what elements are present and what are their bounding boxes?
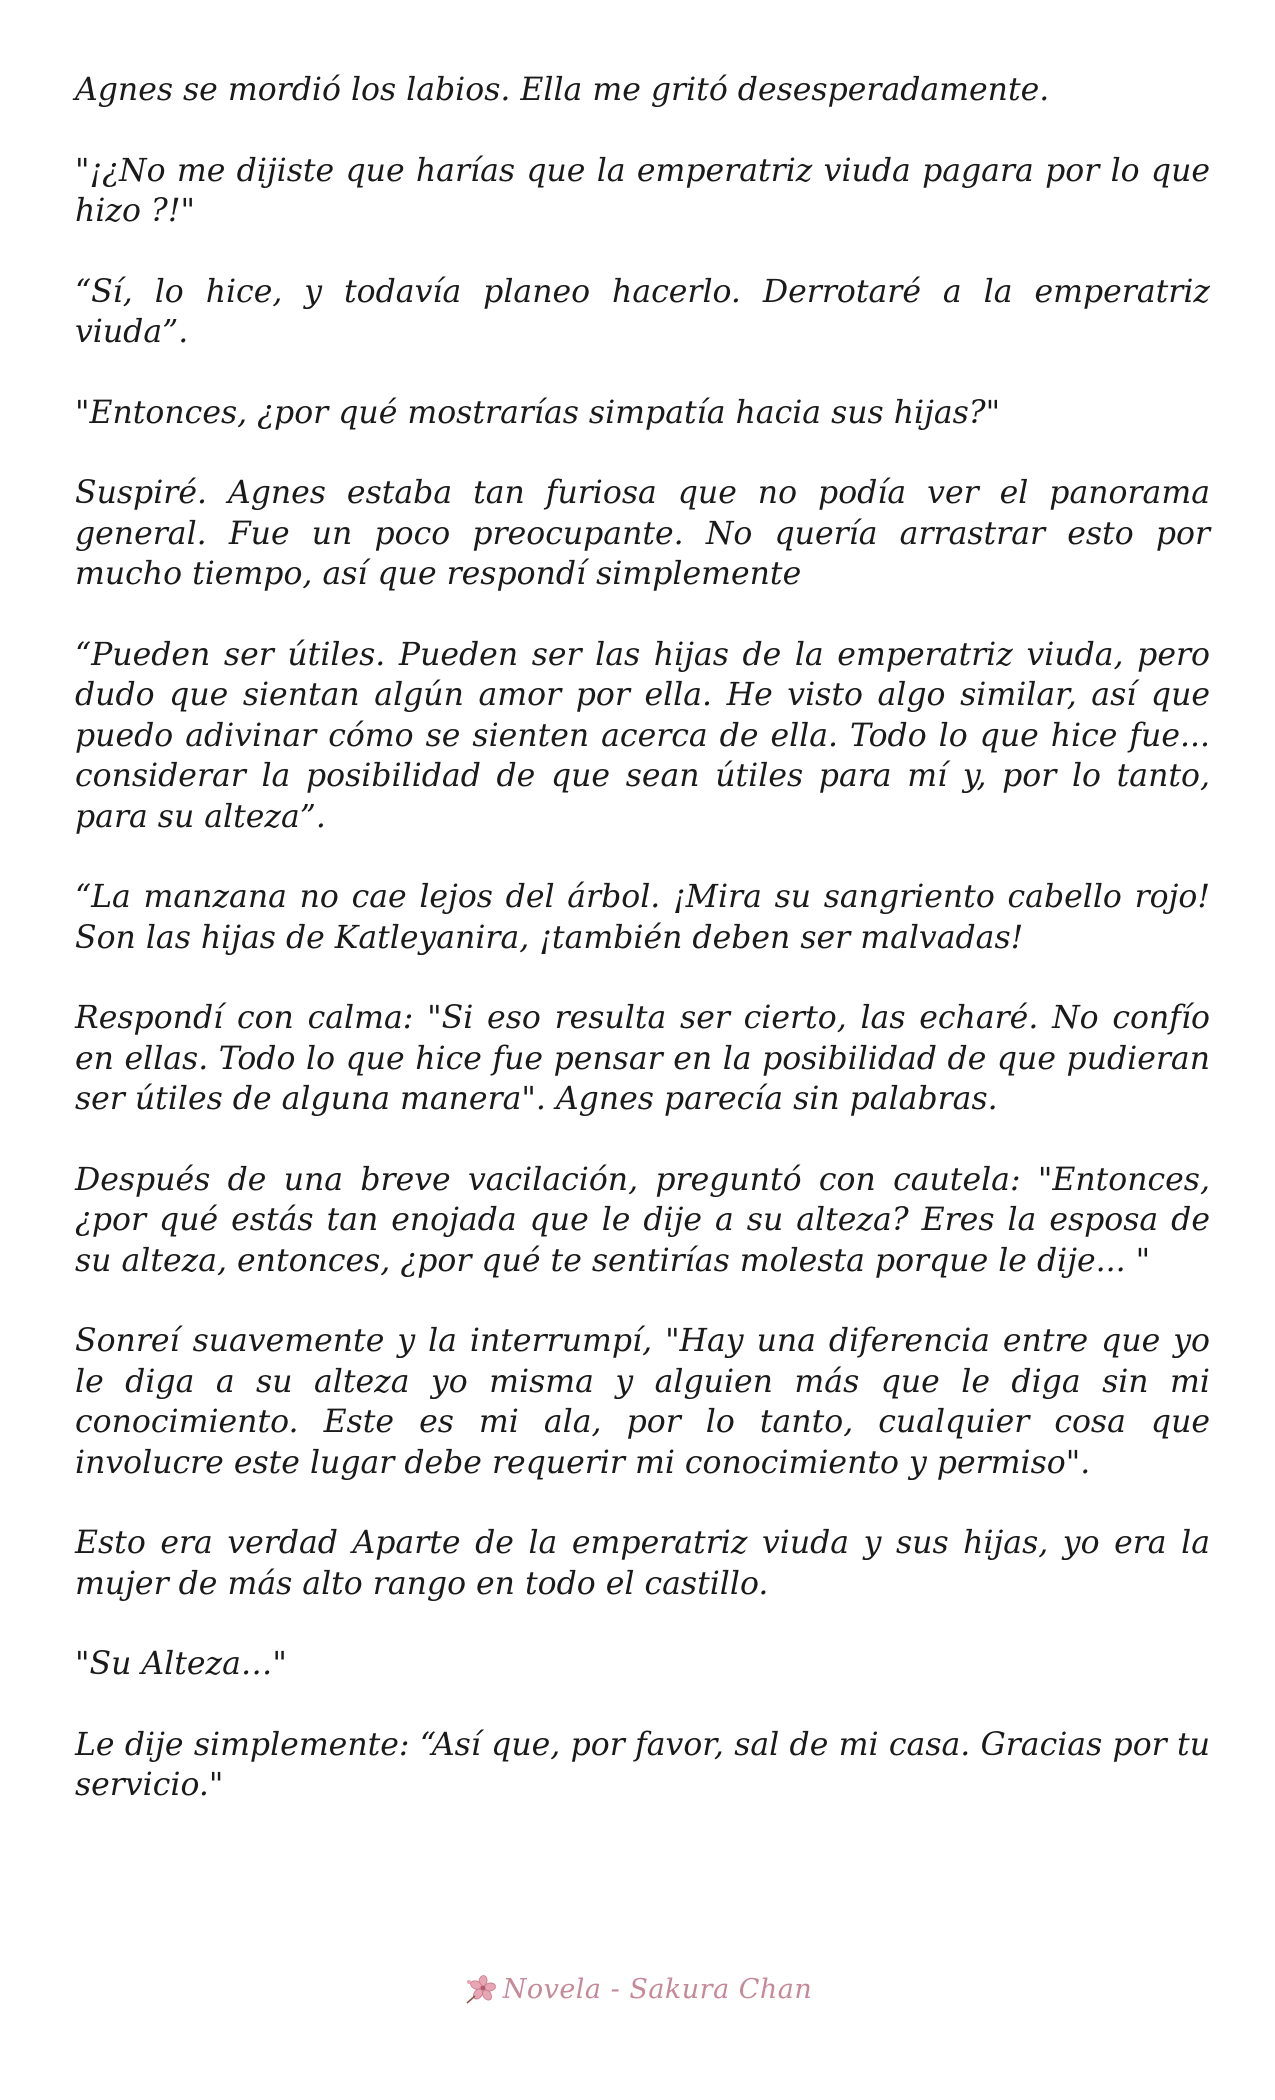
paragraph-9: Después de una breve vacilación, preguntó con cautela: "Entonces, ¿por qué estás tan enojada que le dije a su alteza? Eres la esposa de su alteza, entonces, ¿por qué te sentirías molesta porque le dije... " [75, 1161, 1210, 1279]
paragraph-5: Suspiré. Agnes estaba tan furiosa que no podía ver el panorama general. Fue un poco preocupante. No quería arrastrar esto por mucho tiempo, así que respondí simplemente [75, 475, 1210, 592]
paragraph-12: "Su Alteza…" [75, 1646, 287, 1682]
paragraph-7: “La manzana no cae lejos del árbol. ¡Mira su sangriento cabello rojo! Son las hijas de Katleyanira, ¡también deben ser malvadas! [75, 879, 1210, 956]
document-body [75, 70, 1210, 1806]
paragraph-8: Respondí con calma: "Si eso resulta ser cierto, las echaré. No confío en ellas. Todo lo que hice fue pensar en la posibilidad de que pudieran ser útiles de alguna manera". Agnes parecía sin palabras. [75, 1000, 1210, 1117]
paragraph-4: "Entonces, ¿por qué mostrarías simpatía hacia sus hijas?" [75, 394, 1001, 431]
sakura-flower-icon [463, 1972, 497, 2006]
paragraph-13: Le dije simplemente: “Así que, por favor, sal de mi casa. Gracias por tu servicio." [75, 1726, 1210, 1803]
paragraph-11: Esto era verdad Aparte de la emperatriz viuda y sus hijas, yo era la mujer de más alto rango en todo el castillo. [75, 1525, 1210, 1602]
paragraph-10: Sonreí suavemente y la interrumpí, "Hay una diferencia entre que yo le diga a su alteza yo misma y alguien más que le diga sin mi conocimiento. Este es mi ala, por lo tanto, cualquier cosa que involucre este lugar debe requerir mi conocimiento y permiso". [75, 1323, 1210, 1481]
paragraph-1: Agnes se mordió los labios. Ella me gritó desesperadamente. [75, 72, 1050, 108]
paragraph-2: "¡¿No me dijiste que harías que la emperatriz viuda pagara por lo que hizo ?!" [75, 152, 1210, 229]
watermark-footer [0, 1972, 1275, 2006]
watermark-text: Novela - Sakura Chan [502, 1973, 813, 2005]
paragraph-3: “Sí, lo hice, y todavía planeo hacerlo. Derrotaré a la emperatriz viuda”. [75, 273, 1210, 350]
paragraph-6: “Pueden ser útiles. Pueden ser las hijas de la emperatriz viuda, pero dudo que sientan algún amor por ella. He visto algo similar, así que puedo adivinar cómo se sienten acerca de ella. Todo lo que hice fue... considerar la posibilidad de que sean útiles para mí y, por lo tanto, para su alteza”. [75, 636, 1210, 835]
